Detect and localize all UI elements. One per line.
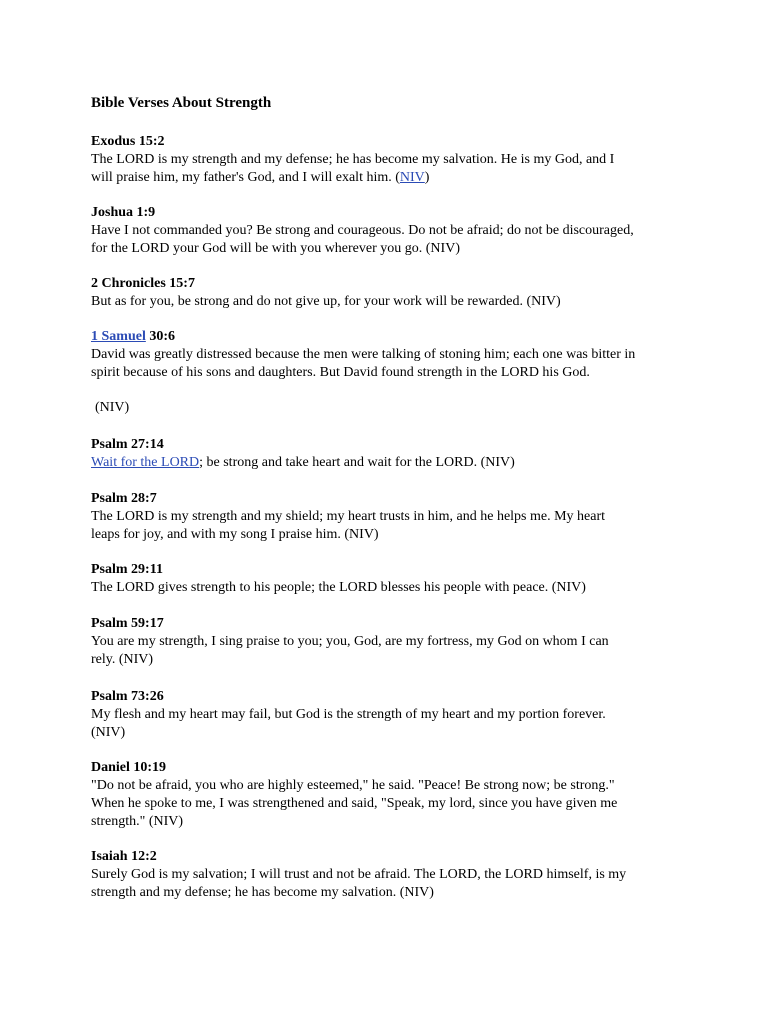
verse-text-line: [91, 454, 691, 472]
verse-reference: Psalm 29:11: [91, 562, 163, 577]
verse-text-line: You are my strength, I sing praise to you; you, God, are my fortress, my God on whom I can: [91, 634, 609, 649]
verse-text-line: (NIV): [91, 725, 126, 740]
verse-text-line: for the LORD your God will be with you wherever you go. (NIV): [91, 241, 460, 256]
verse-text-fragment: ; be strong and take heart and wait for the LORD. (NIV): [199, 455, 515, 470]
verse-psalm-28-7: [91, 490, 691, 544]
verse-text-line: The LORD is my strength and my shield; my heart trusts in him, and he helps me. My heart: [91, 509, 606, 524]
verse-joshua-1-9: [91, 204, 691, 258]
verse-reference: Isaiah 12:2: [91, 849, 157, 864]
verse-reference: Psalm 28:7: [91, 491, 157, 506]
document-title: Bible Verses About Strength: [91, 95, 272, 111]
verse-psalm-27-14: [91, 436, 691, 472]
verse-text-line: leaps for joy, and with my song I praise him. (NIV): [91, 527, 379, 542]
verse-reference-chapter: 30:6: [145, 329, 176, 344]
verse-text-line: strength." (NIV): [91, 814, 184, 829]
verse-reference: 2 Chronicles 15:7: [91, 276, 195, 291]
verse-text-line: Surely God is my salvation; I will trust and not be afraid. The LORD, the LORD himself, is my: [91, 867, 627, 882]
samuel-book-link[interactable]: 1 Samuel: [91, 329, 146, 344]
verse-text-line: When he spoke to me, I was strengthened and said, "Speak, my lord, since you have given me: [91, 796, 618, 811]
verse-text-line: spirit because of his sons and daughters. But David found strength in the LORD his God.: [91, 365, 590, 380]
verse-text-line: The LORD gives strength to his people; the LORD blesses his people with peace. (NIV): [91, 580, 586, 595]
verse-1-samuel-30-6: [91, 328, 691, 417]
verse-text-line: But as for you, be strong and do not give up, for your work will be rewarded. (NIV): [91, 294, 561, 309]
verse-reference: Psalm 73:26: [91, 689, 164, 704]
verse-text-line: Have I not commanded you? Be strong and courageous. Do not be afraid; do not be discouraged,: [91, 223, 634, 238]
verse-daniel-10-19: [91, 759, 691, 831]
verse-text-line: [91, 169, 691, 187]
verse-reference: Psalm 27:14: [91, 437, 164, 452]
verse-reference: [91, 328, 691, 346]
verse-psalm-29-11: [91, 561, 691, 597]
verse-text-line: "Do not be afraid, you who are highly esteemed," he said. "Peace! Be strong now; be strong.": [91, 778, 615, 793]
verse-text-line: strength and my defense; he has become my salvation. (NIV): [91, 885, 434, 900]
verse-text-fragment: will praise him, my father's God, and I will exalt him. (: [91, 170, 400, 185]
wait-for-the-lord-link[interactable]: Wait for the LORD: [91, 455, 200, 470]
verse-isaiah-12-2: [91, 848, 691, 902]
niv-link[interactable]: NIV: [399, 170, 425, 185]
verse-text-line: My flesh and my heart may fail, but God is the strength of my heart and my portion forever.: [91, 707, 606, 722]
verse-text-line: David was greatly distressed because the men were talking of stoning him; each one was bitter in: [91, 347, 636, 362]
verse-2-chronicles-15-7: [91, 275, 691, 311]
verse-reference: Joshua 1:9: [91, 205, 156, 220]
verse-text-line: rely. (NIV): [91, 652, 154, 667]
verse-reference: Psalm 59:17: [91, 616, 164, 631]
verse-reference: Daniel 10:19: [91, 760, 167, 775]
verse-exodus-15-2: [91, 133, 691, 187]
verse-psalm-59-17: [91, 615, 691, 669]
verse-text-fragment: ): [424, 170, 430, 185]
verse-translation: (NIV): [95, 400, 130, 415]
verse-text-line: The LORD is my strength and my defense; he has become my salvation. He is my God, and I: [91, 152, 615, 167]
verse-psalm-73-26: [91, 688, 691, 742]
verse-reference: Exodus 15:2: [91, 134, 165, 149]
